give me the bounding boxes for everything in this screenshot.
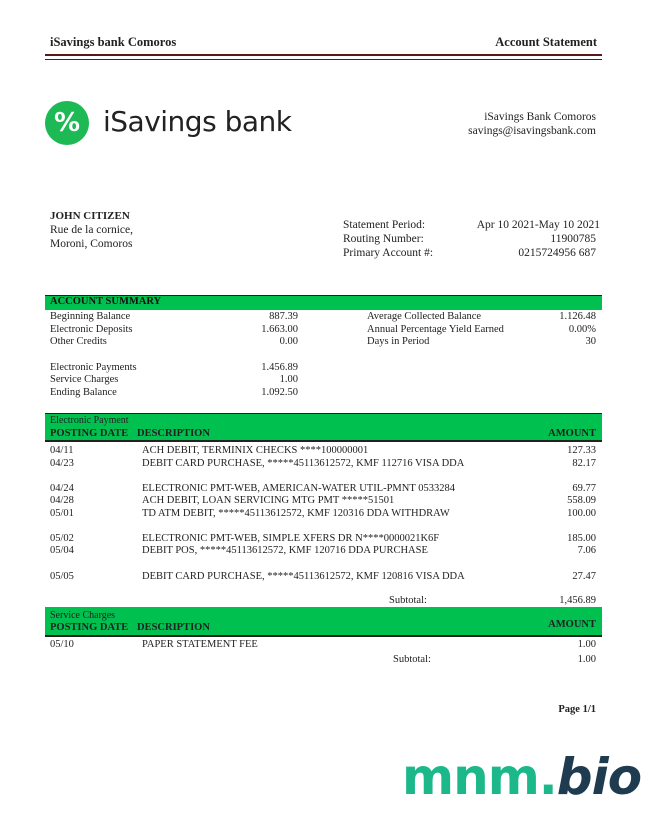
summary-value: 1.00 [279,374,298,385]
summary-label: Electronic Payments [50,362,137,373]
row-date: 05/10 [50,639,74,650]
summary-value: 0.00% [568,324,596,335]
summary-label: Beginning Balance [50,311,131,322]
column-header-amount: AMOUNT [548,619,596,630]
summary-label: Average Collected Balance [367,311,482,322]
page-number: Page 1/1 [558,704,596,715]
row-description: DEBIT POS, *****45113612572, KMF 120716 DDA PURCHASE [142,545,428,556]
row-description: ELECTRONIC PMT-WEB, AMERICAN-WATER UTIL-PMNT 0533284 [142,483,455,494]
summary-label: Other Credits [50,336,107,347]
row-amount: 69.77 [572,483,596,494]
statement-period-label: Statement Period: [343,219,426,231]
row-date: 04/11 [50,445,74,456]
statement-period-value: Apr 10 2021-May 10 2021 [476,219,600,231]
summary-value: 1.092.50 [261,387,298,398]
column-header-amount: AMOUNT [548,428,596,439]
customer-address-line1: Rue de la cornice, [50,224,134,236]
electronic-payment-title: Electronic Payment [50,415,129,426]
summary-label: Days in Period [367,336,430,347]
row-amount: 1.00 [577,639,596,650]
row-amount: 82.17 [572,458,596,469]
row-amount: 127.33 [567,445,596,456]
service-charges-subtotal-label: Subtotal: [393,654,431,665]
row-date: 05/04 [50,545,74,556]
column-header-posting-date: POSTING DATE [50,622,129,633]
row-date: 05/05 [50,571,74,582]
row-description: TD ATM DEBIT, *****45113612572, KMF 120316 DDA WITHDRAW [142,508,450,519]
row-date: 05/01 [50,508,74,519]
watermark-logo [402,748,641,806]
watermark-part1: mnm. [402,748,557,806]
summary-label: Service Charges [50,374,119,385]
row-description: PAPER STATEMENT FEE [142,639,258,650]
row-amount: 100.00 [567,508,596,519]
row-amount: 558.09 [567,495,596,506]
routing-number-value: 11900785 [550,233,596,245]
row-description: DEBIT CARD PURCHASE, *****45113612572, KMF 112716 VISA DDA [142,458,465,469]
summary-value: 1.126.48 [559,311,596,322]
account-summary-title: ACCOUNT SUMMARY [50,296,162,307]
row-description: ELECTRONIC PMT-WEB, SIMPLE XFERS DR N****0000021K6F [142,533,440,544]
header-doc-title: Account Statement [495,35,597,49]
row-date: 04/23 [50,458,74,469]
primary-account-label: Primary Account #: [343,247,434,259]
routing-number-label: Routing Number: [343,233,424,245]
watermark-part2: bio [556,748,642,806]
row-amount: 27.47 [572,571,596,582]
primary-account-value: 0215724956 687 [518,247,596,259]
header-bank-name: iSavings bank Comoros [50,35,177,49]
row-description: DEBIT CARD PURCHASE, *****45113612572, KMF 120816 VISA DDA [142,571,465,582]
summary-label: Annual Percentage Yield Earned [367,324,504,335]
bank-logo-icon: % [45,101,89,145]
summary-value: 30 [585,336,596,347]
summary-value: 887.39 [269,311,298,322]
summary-value: 1.663.00 [261,324,298,335]
bank-contact-email: savings@isavingsbank.com [468,125,596,137]
header-rule-thick [45,54,602,56]
row-description: ACH DEBIT, TERMINIX CHECKS ****100000001 [142,445,369,456]
column-header-description: DESCRIPTION [137,428,210,439]
customer-name: JOHN CITIZEN [50,210,130,222]
row-date: 04/28 [50,495,74,506]
row-amount: 7.06 [577,545,596,556]
electronic-payment-header-rule [45,440,602,442]
summary-value: 1.456.89 [261,362,298,373]
column-header-posting-date: POSTING DATE [50,428,129,439]
service-charges-title: Service Charges [50,610,116,621]
row-date: 04/24 [50,483,74,494]
bank-logo-text: iSavings bank [103,105,292,138]
customer-address-line2: Moroni, Comoros [50,238,133,250]
electronic-payment-subtotal-value: 1,456.89 [559,595,596,606]
service-charges-subtotal-value: 1.00 [577,654,596,665]
summary-label: Electronic Deposits [50,324,133,335]
row-amount: 185.00 [567,533,596,544]
row-date: 05/02 [50,533,74,544]
bank-contact-name: iSavings Bank Comoros [484,111,596,123]
row-description: ACH DEBIT, LOAN SERVICING MTG PMT *****51501 [142,495,395,506]
summary-label: Ending Balance [50,387,117,398]
electronic-payment-subtotal-label: Subtotal: [389,595,427,606]
header-rule-thin [45,59,602,60]
service-charges-header-rule [45,635,602,637]
summary-value: 0.00 [279,336,298,347]
column-header-description: DESCRIPTION [137,622,210,633]
